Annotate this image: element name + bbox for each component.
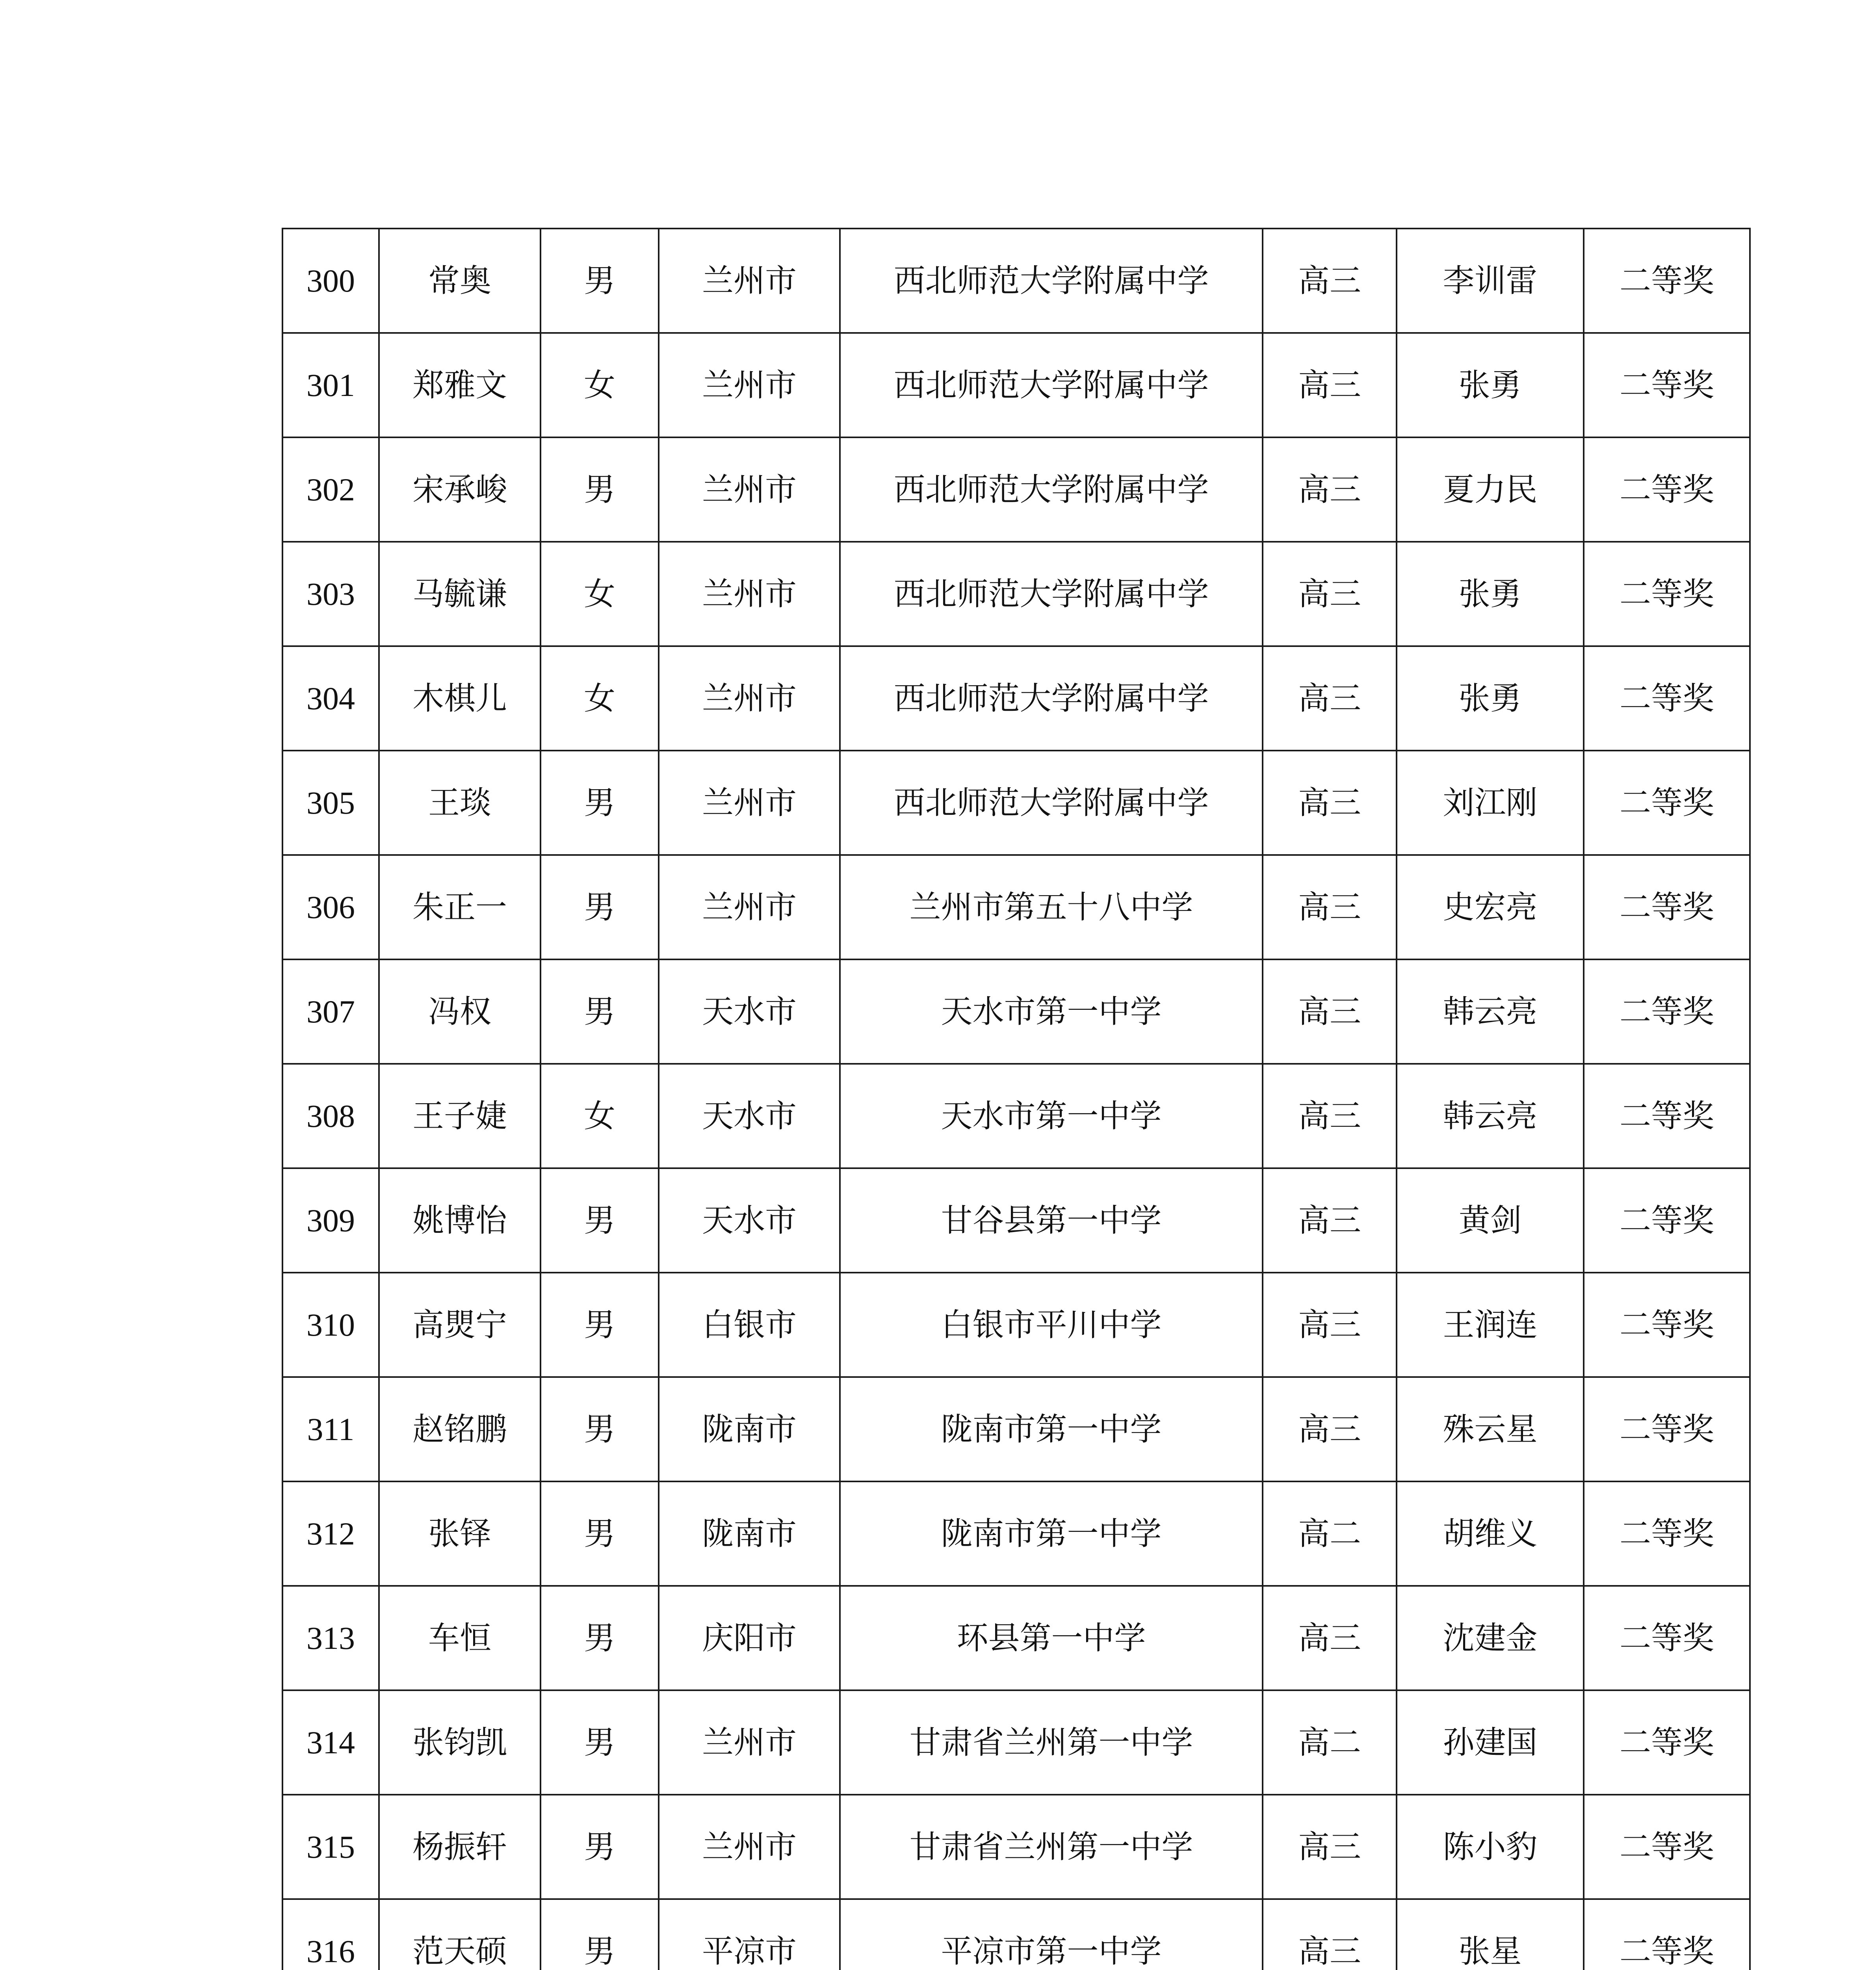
gender-cell: 男: [541, 1273, 659, 1377]
student-name-cell: 常奥: [379, 229, 541, 333]
award-level-cell: 二等奖: [1584, 542, 1750, 646]
serial-number-cell: 310: [282, 1273, 379, 1377]
table-row: [282, 959, 1750, 1064]
student-name-cell: 郑雅文: [379, 333, 541, 437]
city-cell: 陇南市: [659, 1481, 840, 1586]
student-name-cell: 马毓谦: [379, 542, 541, 646]
table-row: [282, 1377, 1750, 1481]
serial-number-cell: 315: [282, 1795, 379, 1899]
gender-cell: 男: [541, 855, 659, 959]
table-row: [282, 437, 1750, 542]
serial-number-cell: 316: [282, 1899, 379, 1970]
city-cell: 兰州市: [659, 751, 840, 855]
school-cell: 陇南市第一中学: [840, 1481, 1263, 1586]
gender-cell: 女: [541, 646, 659, 751]
grade-cell: 高三: [1263, 1795, 1397, 1899]
table-row: [282, 1586, 1750, 1690]
school-cell: 甘肃省兰州第一中学: [840, 1795, 1263, 1899]
city-cell: 兰州市: [659, 1795, 840, 1899]
award-level-cell: 二等奖: [1584, 1377, 1750, 1481]
award-level-cell: 二等奖: [1584, 437, 1750, 542]
grade-cell: 高三: [1263, 959, 1397, 1064]
city-cell: 兰州市: [659, 229, 840, 333]
school-cell: 西北师范大学附属中学: [840, 437, 1263, 542]
teacher-name-cell: 韩云亮: [1397, 1064, 1584, 1168]
grade-cell: 高三: [1263, 1586, 1397, 1690]
award-level-cell: 二等奖: [1584, 1481, 1750, 1586]
school-cell: 西北师范大学附属中学: [840, 646, 1263, 751]
serial-number-cell: 307: [282, 959, 379, 1064]
grade-cell: 高三: [1263, 1899, 1397, 1970]
table-row: [282, 751, 1750, 855]
school-cell: 天水市第一中学: [840, 1064, 1263, 1168]
city-cell: 天水市: [659, 1168, 840, 1273]
table-row: [282, 1795, 1750, 1899]
teacher-name-cell: 张勇: [1397, 542, 1584, 646]
grade-cell: 高二: [1263, 1690, 1397, 1795]
school-cell: 西北师范大学附属中学: [840, 229, 1263, 333]
student-name-cell: 姚博怡: [379, 1168, 541, 1273]
gender-cell: 女: [541, 333, 659, 437]
student-name-cell: 杨振轩: [379, 1795, 541, 1899]
award-level-cell: 二等奖: [1584, 959, 1750, 1064]
school-cell: 天水市第一中学: [840, 959, 1263, 1064]
student-name-cell: 高煛宁: [379, 1273, 541, 1377]
award-level-cell: 二等奖: [1584, 1064, 1750, 1168]
student-name-cell: 张铎: [379, 1481, 541, 1586]
grade-cell: 高三: [1263, 855, 1397, 959]
award-level-cell: 二等奖: [1584, 1795, 1750, 1899]
serial-number-cell: 309: [282, 1168, 379, 1273]
school-cell: 西北师范大学附属中学: [840, 542, 1263, 646]
serial-number-cell: 306: [282, 855, 379, 959]
serial-number-cell: 313: [282, 1586, 379, 1690]
city-cell: 平凉市: [659, 1899, 840, 1970]
student-name-cell: 赵铭鹏: [379, 1377, 541, 1481]
table-row: [282, 542, 1750, 646]
table-row: [282, 1168, 1750, 1273]
school-cell: 西北师范大学附属中学: [840, 333, 1263, 437]
gender-cell: 男: [541, 1377, 659, 1481]
student-name-cell: 王琰: [379, 751, 541, 855]
teacher-name-cell: 孙建国: [1397, 1690, 1584, 1795]
serial-number-cell: 305: [282, 751, 379, 855]
city-cell: 天水市: [659, 1064, 840, 1168]
serial-number-cell: 302: [282, 437, 379, 542]
serial-number-cell: 300: [282, 229, 379, 333]
teacher-name-cell: 李训雷: [1397, 229, 1584, 333]
teacher-name-cell: 殊云星: [1397, 1377, 1584, 1481]
serial-number-cell: 312: [282, 1481, 379, 1586]
award-level-cell: 二等奖: [1584, 855, 1750, 959]
teacher-name-cell: 刘江刚: [1397, 751, 1584, 855]
city-cell: 兰州市: [659, 855, 840, 959]
award-level-cell: 二等奖: [1584, 1273, 1750, 1377]
student-name-cell: 宋承峻: [379, 437, 541, 542]
teacher-name-cell: 王润连: [1397, 1273, 1584, 1377]
school-cell: 兰州市第五十八中学: [840, 855, 1263, 959]
serial-number-cell: 308: [282, 1064, 379, 1168]
city-cell: 兰州市: [659, 646, 840, 751]
student-name-cell: 朱正一: [379, 855, 541, 959]
grade-cell: 高三: [1263, 1273, 1397, 1377]
student-name-cell: 木棋儿: [379, 646, 541, 751]
teacher-name-cell: 韩云亮: [1397, 959, 1584, 1064]
student-name-cell: 张钧凯: [379, 1690, 541, 1795]
table-row: [282, 1273, 1750, 1377]
award-level-cell: 二等奖: [1584, 1690, 1750, 1795]
gender-cell: 男: [541, 229, 659, 333]
award-level-cell: 二等奖: [1584, 229, 1750, 333]
table-row: [282, 1064, 1750, 1168]
school-cell: 甘谷县第一中学: [840, 1168, 1263, 1273]
table-row: [282, 646, 1750, 751]
school-cell: 西北师范大学附属中学: [840, 751, 1263, 855]
serial-number-cell: 314: [282, 1690, 379, 1795]
teacher-name-cell: 史宏亮: [1397, 855, 1584, 959]
teacher-name-cell: 胡维义: [1397, 1481, 1584, 1586]
grade-cell: 高三: [1263, 646, 1397, 751]
grade-cell: 高三: [1263, 751, 1397, 855]
city-cell: 庆阳市: [659, 1586, 840, 1690]
gender-cell: 男: [541, 1899, 659, 1970]
teacher-name-cell: 夏力民: [1397, 437, 1584, 542]
award-list-body: [282, 229, 1750, 1970]
grade-cell: 高三: [1263, 1377, 1397, 1481]
table-row: [282, 333, 1750, 437]
table-row: [282, 855, 1750, 959]
city-cell: 白银市: [659, 1273, 840, 1377]
school-cell: 平凉市第一中学: [840, 1899, 1263, 1970]
teacher-name-cell: 张勇: [1397, 333, 1584, 437]
gender-cell: 男: [541, 1481, 659, 1586]
city-cell: 天水市: [659, 959, 840, 1064]
student-name-cell: 王子婕: [379, 1064, 541, 1168]
award-level-cell: 二等奖: [1584, 1168, 1750, 1273]
gender-cell: 男: [541, 1690, 659, 1795]
teacher-name-cell: 张星: [1397, 1899, 1584, 1970]
school-cell: 甘肃省兰州第一中学: [840, 1690, 1263, 1795]
serial-number-cell: 311: [282, 1377, 379, 1481]
grade-cell: 高三: [1263, 542, 1397, 646]
gender-cell: 女: [541, 1064, 659, 1168]
gender-cell: 男: [541, 751, 659, 855]
award-list-table: [282, 228, 1751, 1970]
student-name-cell: 车恒: [379, 1586, 541, 1690]
teacher-name-cell: 沈建金: [1397, 1586, 1584, 1690]
table-row: [282, 1690, 1750, 1795]
grade-cell: 高三: [1263, 229, 1397, 333]
student-name-cell: 冯权: [379, 959, 541, 1064]
gender-cell: 男: [541, 1168, 659, 1273]
teacher-name-cell: 张勇: [1397, 646, 1584, 751]
table-row: [282, 1481, 1750, 1586]
award-level-cell: 二等奖: [1584, 1899, 1750, 1970]
school-cell: 白银市平川中学: [840, 1273, 1263, 1377]
gender-cell: 男: [541, 1586, 659, 1690]
serial-number-cell: 301: [282, 333, 379, 437]
grade-cell: 高二: [1263, 1481, 1397, 1586]
city-cell: 兰州市: [659, 333, 840, 437]
grade-cell: 高三: [1263, 1168, 1397, 1273]
gender-cell: 男: [541, 437, 659, 542]
grade-cell: 高三: [1263, 1064, 1397, 1168]
city-cell: 兰州市: [659, 1690, 840, 1795]
grade-cell: 高三: [1263, 437, 1397, 542]
award-level-cell: 二等奖: [1584, 646, 1750, 751]
school-cell: 环县第一中学: [840, 1586, 1263, 1690]
award-level-cell: 二等奖: [1584, 751, 1750, 855]
city-cell: 陇南市: [659, 1377, 840, 1481]
serial-number-cell: 303: [282, 542, 379, 646]
gender-cell: 男: [541, 1795, 659, 1899]
award-level-cell: 二等奖: [1584, 1586, 1750, 1690]
table-row: [282, 1899, 1750, 1970]
teacher-name-cell: 黄剑: [1397, 1168, 1584, 1273]
grade-cell: 高三: [1263, 333, 1397, 437]
student-name-cell: 范天硕: [379, 1899, 541, 1970]
teacher-name-cell: 陈小豹: [1397, 1795, 1584, 1899]
city-cell: 兰州市: [659, 542, 840, 646]
table-row: [282, 229, 1750, 333]
city-cell: 兰州市: [659, 437, 840, 542]
school-cell: 陇南市第一中学: [840, 1377, 1263, 1481]
gender-cell: 女: [541, 542, 659, 646]
award-level-cell: 二等奖: [1584, 333, 1750, 437]
serial-number-cell: 304: [282, 646, 379, 751]
gender-cell: 男: [541, 959, 659, 1064]
